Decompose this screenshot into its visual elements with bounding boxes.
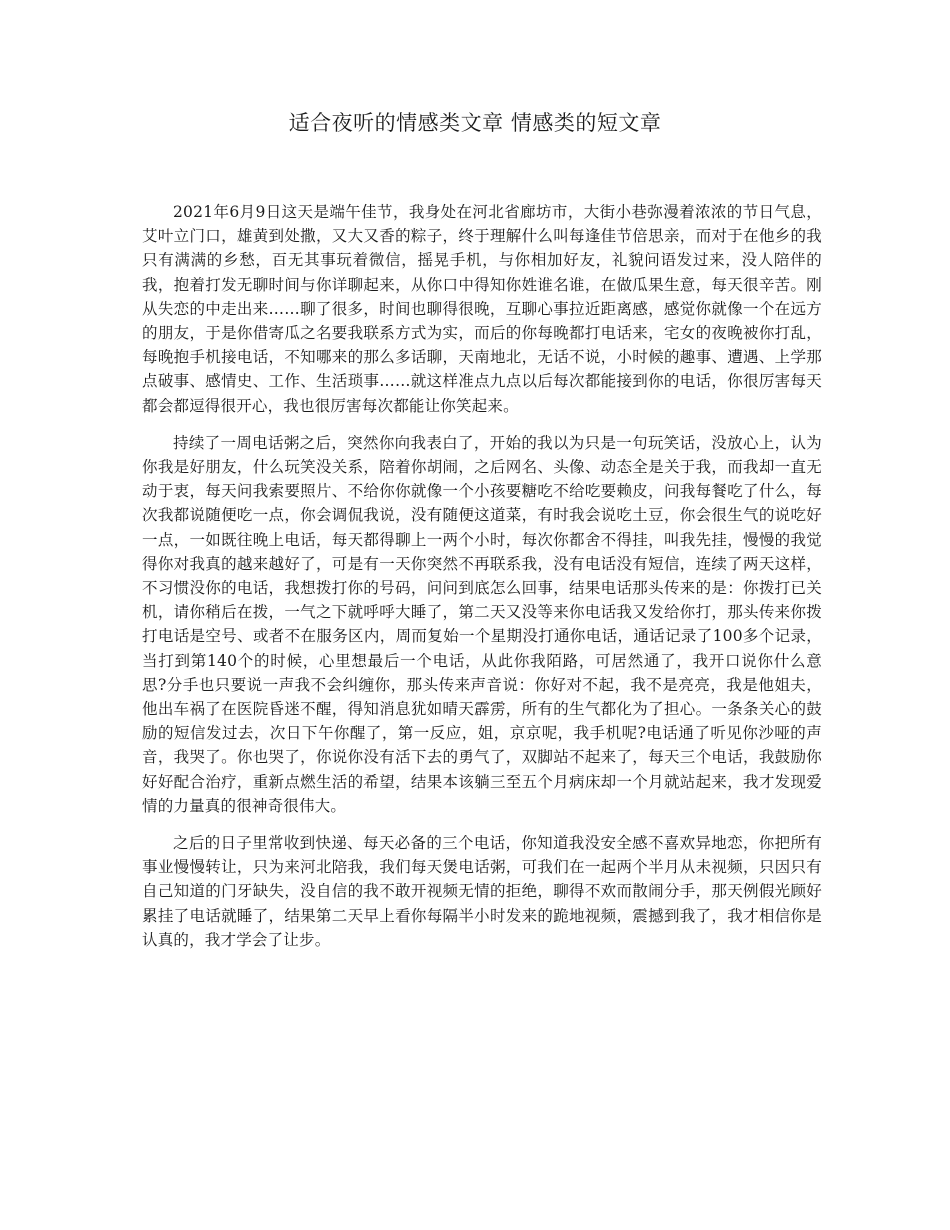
document-title: 适合夜听的情感类文章 情感类的短文章 [288, 111, 662, 135]
document-body [142, 200, 822, 965]
paragraph-1: 2021年6月9日这天是端午佳节，我身处在河北省廊坊市，大街小巷弥漫着浓浓的节日气息，艾叶立门口，雄黄到处撒，又大又香的粽子，终于理解什么叫每逢佳节倍思亲，而对于在他乡的我只有满满的乡愁，百无其事玩着微信，摇晃手机，与你相加好友，礼貌问语发过来，没人陪伴的我，抱着打发无聊时间与你详聊起来，从你口中得知你姓谁名谁，在做瓜果生意，每天很辛苦。刚从失恋的中走出来……聊了很多，时间也聊得很晚，互聊心事拉近距离感，感觉你就像一个在远方的朋友，于是你借寄瓜之名要我联系方式为实，而后的你每晚都打电话来，宅女的夜晚被你打乱，每晚抱手机接电话，不知哪来的那么多话聊，天南地北，无话不说，小时候的趣事、遭遇、上学那点破事、感情史、工作、生活琐事……就这样准点九点以后每次都能接到你的电话，你很厉害每天都会都逗得很开心，我也很厉害每次都能让你笑起来。 [142, 203, 822, 415]
paragraph-3: 之后的日子里常收到快递、每天必备的三个电话，你知道我没安全感不喜欢异地恋，你把所有事业慢慢转让，只为来河北陪我，我们每天煲电话粥，可我们在一起两个半月从未视频，只因只有自己知道的门牙缺失，没自信的我不敢开视频无情的拒绝，聊得不欢而散闹分手，那天例假光顾好累挂了电话就睡了，结果第二天早上看你每隔半小时发来的跪地视频，震撼到我了，我才相信你是认真的，我才学会了让步。 [142, 834, 822, 949]
paragraph-2: 持续了一周电话粥之后，突然你向我表白了，开始的我以为只是一句玩笑话，没放心上，认为你我是好朋友，什么玩笑没关系，陪着你胡闹，之后网名、头像、动态全是关于我，而我却一直无动于衷，每天问我索要照片、不给你你就像一个小孩要糖吃不给吃要赖皮，问我每餐吃了什么，每次我都说随便吃一点，你会调侃我说，没有随便这道菜，有时我会说吃土豆，你会很生气的说吃好一点，一如既往晚上电话，每天都得聊上一两个小时，每次你都舍不得挂，叫我先挂，慢慢的我觉得你对我真的越来越好了，可是有一天你突然不再联系我，没有电话没有短信，连续了两天这样，不习惯没你的电话，我想拨打你的号码，问问到底怎么回事，结果电话那头传来的是：你拨打已关机，请你稍后在拨，一气之下就呼呼大睡了，第二天又没等来你电话我又发给你打，那头传来你拨打电话是空号、或者不在服务区内，周而复始一个星期没打通你电话，通话记录了100多个记录，当打到第140个的时候，心里想最后一个电话，从此你我陌路，可居然通了，我开口说你什么意思?分手也只要说一声我不会纠缠你，那头传来声音说：你好对不起，我不是亮亮，我是他姐夫，他出车祸了在医院昏迷不醒，得知消息犹如晴天霹雳，所有的生气都化为了担心。一条条关心的鼓励的短信发过去，次日下午你醒了，第一反应，姐，京京呢，我手机呢?电话通了听见你沙哑的声音，我哭了。你也哭了，你说你没有活下去的勇气了，双脚站不起来了，每天三个电话，我鼓励你好好配合治疗，重新点燃生活的希望，结果本该躺三至五个月病床却一个月就站起来，我才发现爱情的力量真的很神奇很伟大。 [142, 433, 822, 815]
